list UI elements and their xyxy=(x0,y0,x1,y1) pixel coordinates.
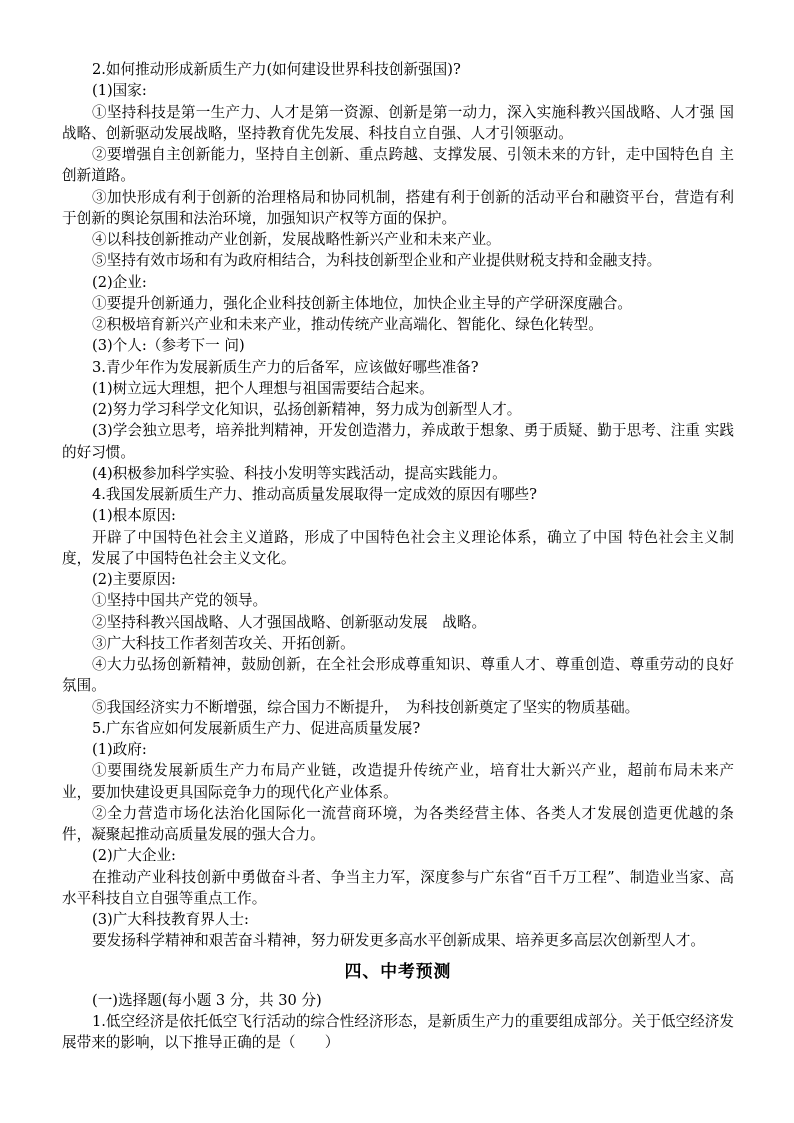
paragraph: 2.如何推动形成新质生产力(如何建设世界科技创新强国)? xyxy=(92,61,461,78)
paragraph: (2)广大企业: xyxy=(92,847,176,865)
paragraph: (1)根本原因: xyxy=(92,507,176,525)
paragraph: ③广大科技工作者刻苦攻关、开拓创新。 xyxy=(92,634,355,652)
paragraph: (3)个人:（参考下一 问) xyxy=(92,337,245,355)
paragraph: (1)树立远大理想，把个人理想与祖国需要结合起来。 xyxy=(92,379,434,397)
paragraph: 开辟了中国特色社会主义道路，形成了中国特色社会主义理论体系，确立了中国 特色社会主义制度，发展了中国特色社会主义文化。 xyxy=(62,528,734,567)
paragraph: ①要围绕发展新质生产力布局产业链，改造提升传统产业，培育壮大新兴产业，超前布局未来产业，要加快建设更具国际竞争力的现代化产业体系。 xyxy=(62,762,734,801)
paragraph: 3.青少年作为发展新质生产力的后备军，应该做好哪些准备? xyxy=(92,358,479,376)
paragraph: ④大力弘扬创新精神，鼓励创新，在全社会形成尊重知识、尊重人才、尊重创造、尊重劳动的良好氛围。 xyxy=(62,656,734,695)
paragraph: (4)积极参加科学实验、科技小发明等实践活动，提高实践能力。 xyxy=(92,464,507,482)
paragraph: ④以科技创新推动产业创新，发展战略性新兴产业和未来产业。 xyxy=(92,231,501,248)
paragraph: 5.广东省应如何发展新质生产力、促进高质量发展? xyxy=(92,719,421,737)
paragraph: (2)企业: xyxy=(92,273,147,291)
paragraph: ①要提升创新通力，强化企业科技创新主体地位，加快企业主导的产学研深度融合。 xyxy=(92,294,632,312)
paragraph: ③加快形成有利于创新的治理格局和协同机制，搭建有利于创新的活动平台和融资平台，营造有利于创新的舆论氛围和法治环境，加强知识产权等方面的保护。 xyxy=(62,188,734,227)
paragraph: (2)主要原因: xyxy=(92,571,176,588)
document-body xyxy=(62,59,734,1054)
paragraph: (3)学会独立思考，培养批判精神，开发创造潜力，养成敢于想象、勇于质疑、勤于思考、注重 实践的好习惯。 xyxy=(62,422,734,461)
paragraph: ①坚持中国共产党的领导。 xyxy=(92,592,268,610)
paragraph: (1)政府: xyxy=(92,741,147,758)
paragraph: ⑤坚持有效市场和有为政府相结合，为科技创新型企业和产业提供财税支持和金融支持。 xyxy=(92,252,662,270)
paragraph: ②坚持科教兴国战略、人才强国战略、创新驱动发展 战略。 xyxy=(92,613,487,631)
paragraph: ②要增强自主创新能力，坚持自主创新、重点跨越、支撑发展、引领未来的方针，走中国特色自 主创新道路。 xyxy=(62,146,734,185)
paragraph: (1)国家: xyxy=(92,82,147,100)
paragraph: (一)选择题(每小题 3 分，共 30 分) xyxy=(92,991,322,1009)
paragraph: 在推动产业科技创新中勇做奋斗者、争当主力军，深度参与广东省“百千万工程”、制造业当家、高水平科技自立自强等重点工作。 xyxy=(62,868,734,907)
paragraph: 要发扬科学精神和艰苦奋斗精神，努力研发更多高水平创新成果、培养更多高层次创新型人才。 xyxy=(92,932,705,950)
paragraph: 4.我国发展新质生产力、推动高质量发展取得一定成效的原因有哪些? xyxy=(92,486,537,503)
paragraph: ①坚持科技是第一生产力、人才是第一资源、创新是第一动力，深入实施科教兴国战略、人才强 国战略、创新驱动发展战略，坚持教育优先发展、科技自立自强、人才引领驱动。 xyxy=(62,103,734,142)
paragraph: ②全力营造市场化法治化国际化一流营商环境，为各类经营主体、各类人才发展创造更优越的条 件，凝聚起推动高质量发展的强大合力。 xyxy=(62,804,734,843)
paragraph: (3)广大科技教育界人士: xyxy=(92,911,249,928)
paragraph: (2)努力学习科学文化知识，弘扬创新精神，努力成为创新型人才。 xyxy=(92,401,522,418)
paragraph: ⑤我国经济实力不断增强，综合国力不断提升， 为科技创新奠定了坚实的物质基础。 xyxy=(92,698,640,716)
section-heading: 四、中考预测 xyxy=(344,960,452,981)
paragraph: ②积极培育新兴产业和未来产业，推动传统产业高端化、智能化、绿色化转型。 xyxy=(92,316,603,333)
paragraph: 1.低空经济是依托低空飞行活动的综合性经济形态，是新质生产力的重要组成部分。关于低空经济发展带来的影响，以下推导正确的是（ ） xyxy=(62,1013,734,1052)
